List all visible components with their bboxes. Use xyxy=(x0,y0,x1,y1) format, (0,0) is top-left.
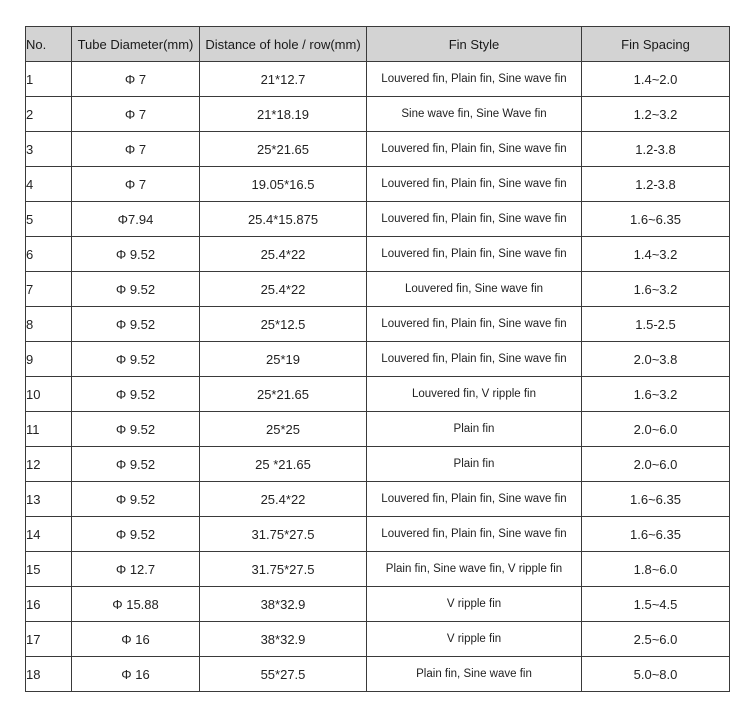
table-row xyxy=(26,377,730,412)
cell-fin-style: Louvered fin, Sine wave fin xyxy=(367,272,582,307)
cell-fin-style: Plain fin xyxy=(367,412,582,447)
cell-no: 17 xyxy=(26,622,72,657)
table-row xyxy=(26,622,730,657)
cell-distance: 31.75*27.5 xyxy=(200,517,367,552)
cell-fin-spacing: 5.0~8.0 xyxy=(582,657,730,692)
table-row xyxy=(26,447,730,482)
cell-tube-diameter: Φ 9.52 xyxy=(72,412,200,447)
cell-distance: 25*25 xyxy=(200,412,367,447)
cell-fin-spacing: 1.4~3.2 xyxy=(582,237,730,272)
table-row xyxy=(26,657,730,692)
cell-distance: 25*21.65 xyxy=(200,132,367,167)
header-no: No. xyxy=(26,27,72,62)
cell-fin-spacing: 1.5~4.5 xyxy=(582,587,730,622)
cell-fin-style: V ripple fin xyxy=(367,622,582,657)
cell-fin-spacing: 1.6~6.35 xyxy=(582,517,730,552)
cell-fin-style: Plain fin, Sine wave fin xyxy=(367,657,582,692)
cell-fin-style: V ripple fin xyxy=(367,587,582,622)
table-header xyxy=(26,27,730,62)
cell-fin-style: Louvered fin, Plain fin, Sine wave fin xyxy=(367,307,582,342)
table-row xyxy=(26,167,730,202)
cell-no: 13 xyxy=(26,482,72,517)
cell-distance: 25.4*22 xyxy=(200,482,367,517)
cell-tube-diameter: Φ 7 xyxy=(72,167,200,202)
cell-fin-spacing: 1.5-2.5 xyxy=(582,307,730,342)
cell-fin-style: Louvered fin, Plain fin, Sine wave fin xyxy=(367,237,582,272)
cell-tube-diameter: Φ7.94 xyxy=(72,202,200,237)
cell-fin-spacing: 2.0~6.0 xyxy=(582,412,730,447)
cell-fin-spacing: 1.8~6.0 xyxy=(582,552,730,587)
cell-tube-diameter: Φ 7 xyxy=(72,132,200,167)
header-fin-style: Fin Style xyxy=(367,27,582,62)
cell-no: 2 xyxy=(26,97,72,132)
cell-tube-diameter: Φ 7 xyxy=(72,62,200,97)
cell-distance: 25.4*15.875 xyxy=(200,202,367,237)
cell-no: 10 xyxy=(26,377,72,412)
cell-distance: 25*21.65 xyxy=(200,377,367,412)
cell-fin-spacing: 1.6~3.2 xyxy=(582,377,730,412)
cell-no: 6 xyxy=(26,237,72,272)
table-row xyxy=(26,587,730,622)
cell-distance: 31.75*27.5 xyxy=(200,552,367,587)
cell-fin-style: Louvered fin, Plain fin, Sine wave fin xyxy=(367,482,582,517)
cell-fin-style: Plain fin, Sine wave fin, V ripple fin xyxy=(367,552,582,587)
cell-distance: 25 *21.65 xyxy=(200,447,367,482)
table-row xyxy=(26,237,730,272)
cell-tube-diameter: Φ 9.52 xyxy=(72,237,200,272)
cell-distance: 55*27.5 xyxy=(200,657,367,692)
cell-no: 8 xyxy=(26,307,72,342)
cell-fin-style: Sine wave fin, Sine Wave fin xyxy=(367,97,582,132)
cell-fin-spacing: 1.6~6.35 xyxy=(582,202,730,237)
cell-no: 14 xyxy=(26,517,72,552)
cell-no: 5 xyxy=(26,202,72,237)
cell-no: 4 xyxy=(26,167,72,202)
table-row xyxy=(26,517,730,552)
cell-tube-diameter: Φ 9.52 xyxy=(72,377,200,412)
table-row xyxy=(26,307,730,342)
table-body xyxy=(26,62,730,692)
cell-distance: 25*19 xyxy=(200,342,367,377)
cell-fin-spacing: 2.0~6.0 xyxy=(582,447,730,482)
header-fin-spacing: Fin Spacing xyxy=(582,27,730,62)
cell-no: 11 xyxy=(26,412,72,447)
cell-distance: 21*12.7 xyxy=(200,62,367,97)
cell-tube-diameter: Φ 16 xyxy=(72,622,200,657)
cell-tube-diameter: Φ 9.52 xyxy=(72,447,200,482)
cell-fin-spacing: 1.4~2.0 xyxy=(582,62,730,97)
table-row xyxy=(26,412,730,447)
cell-tube-diameter: Φ 9.52 xyxy=(72,517,200,552)
header-tube-diameter: Tube Diameter(mm) xyxy=(72,27,200,62)
cell-fin-style: Louvered fin, Plain fin, Sine wave fin xyxy=(367,517,582,552)
header-row xyxy=(26,27,730,62)
cell-fin-spacing: 2.0~3.8 xyxy=(582,342,730,377)
cell-tube-diameter: Φ 9.52 xyxy=(72,272,200,307)
cell-no: 3 xyxy=(26,132,72,167)
cell-fin-style: Louvered fin, V ripple fin xyxy=(367,377,582,412)
cell-fin-spacing: 2.5~6.0 xyxy=(582,622,730,657)
cell-fin-spacing: 1.6~6.35 xyxy=(582,482,730,517)
table-row xyxy=(26,97,730,132)
cell-distance: 38*32.9 xyxy=(200,587,367,622)
cell-no: 16 xyxy=(26,587,72,622)
cell-distance: 25*12.5 xyxy=(200,307,367,342)
table-row xyxy=(26,342,730,377)
cell-fin-spacing: 1.2-3.8 xyxy=(582,167,730,202)
cell-fin-spacing: 1.6~3.2 xyxy=(582,272,730,307)
cell-distance: 25.4*22 xyxy=(200,237,367,272)
cell-no: 12 xyxy=(26,447,72,482)
cell-no: 7 xyxy=(26,272,72,307)
cell-fin-spacing: 1.2~3.2 xyxy=(582,97,730,132)
cell-no: 15 xyxy=(26,552,72,587)
cell-no: 18 xyxy=(26,657,72,692)
header-distance: Distance of hole / row(mm) xyxy=(200,27,367,62)
cell-distance: 25.4*22 xyxy=(200,272,367,307)
spec-table xyxy=(25,26,730,692)
cell-tube-diameter: Φ 12.7 xyxy=(72,552,200,587)
cell-distance: 38*32.9 xyxy=(200,622,367,657)
cell-tube-diameter: Φ 7 xyxy=(72,97,200,132)
cell-tube-diameter: Φ 15.88 xyxy=(72,587,200,622)
cell-fin-style: Louvered fin, Plain fin, Sine wave fin xyxy=(367,132,582,167)
cell-no: 1 xyxy=(26,62,72,97)
cell-fin-style: Plain fin xyxy=(367,447,582,482)
table-row xyxy=(26,272,730,307)
cell-fin-style: Louvered fin, Plain fin, Sine wave fin xyxy=(367,62,582,97)
cell-fin-spacing: 1.2-3.8 xyxy=(582,132,730,167)
table-row xyxy=(26,482,730,517)
cell-distance: 21*18.19 xyxy=(200,97,367,132)
table-row xyxy=(26,202,730,237)
table-row xyxy=(26,62,730,97)
table-row xyxy=(26,552,730,587)
cell-fin-style: Louvered fin, Plain fin, Sine wave fin xyxy=(367,202,582,237)
cell-tube-diameter: Φ 9.52 xyxy=(72,307,200,342)
cell-fin-style: Louvered fin, Plain fin, Sine wave fin xyxy=(367,167,582,202)
cell-tube-diameter: Φ 9.52 xyxy=(72,482,200,517)
cell-tube-diameter: Φ 16 xyxy=(72,657,200,692)
cell-tube-diameter: Φ 9.52 xyxy=(72,342,200,377)
cell-no: 9 xyxy=(26,342,72,377)
table-row xyxy=(26,132,730,167)
cell-fin-style: Louvered fin, Plain fin, Sine wave fin xyxy=(367,342,582,377)
cell-distance: 19.05*16.5 xyxy=(200,167,367,202)
